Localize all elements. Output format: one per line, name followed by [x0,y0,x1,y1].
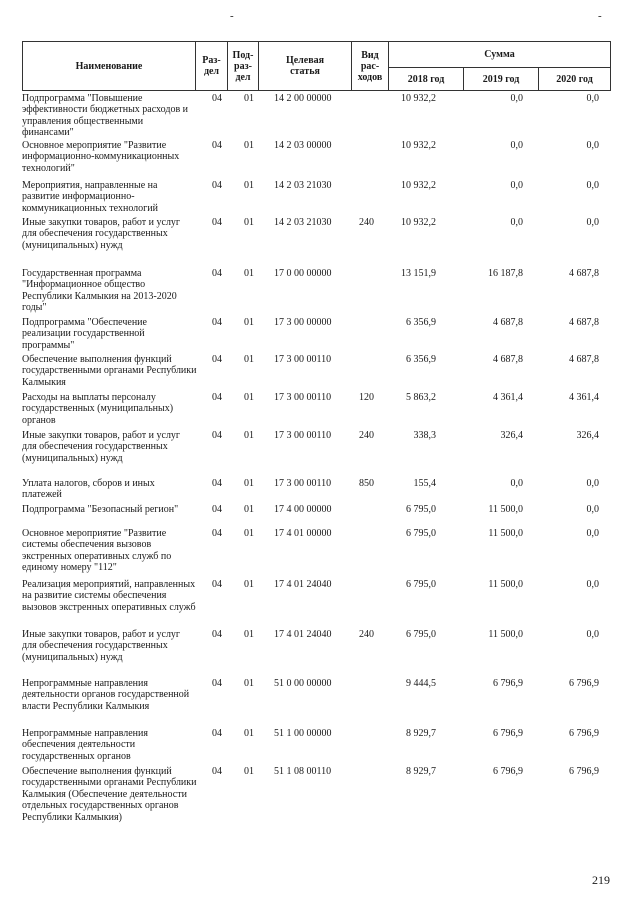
row-statya: 51 1 08 00110 [274,766,332,777]
table-body [22,93,611,840]
col-name-header: Наименование [22,41,196,91]
row-name: Расходы на выплаты персоналу государственных (муниципальных) органов [22,392,174,426]
row-podrazdel: 01 [244,354,254,365]
row-razdel: 04 [212,217,222,228]
row-podrazdel: 01 [244,504,254,515]
page-number: 219 [592,873,610,887]
row-sum-2019: 0,0 [510,93,523,104]
table-row [22,180,611,217]
row-podrazdel: 01 [244,478,254,489]
row-statya: 14 2 03 00000 [274,140,332,151]
table-row [22,268,611,317]
row-sum-2020: 6 796,9 [569,766,599,777]
row-razdel: 04 [212,766,222,777]
row-sum-2020: 4 361,4 [569,392,599,403]
row-podrazdel: 01 [244,629,254,640]
row-sum-2018: 10 932,2 [401,217,436,228]
row-vid: 240 [359,217,374,228]
table-row [22,93,611,140]
row-sum-2020: 0,0 [586,579,599,590]
row-vid: 240 [359,629,374,640]
row-sum-2018: 10 932,2 [401,93,436,104]
row-name: Подпрограмма "Обеспечение реализации государственной программы" [22,317,147,351]
row-statya: 14 2 03 21030 [274,217,332,228]
row-razdel: 04 [212,317,222,328]
row-statya: 17 4 00 00000 [274,504,332,515]
col-statya-header: Целевая статья [258,41,352,91]
row-podrazdel: 01 [244,678,254,689]
row-razdel: 04 [212,354,222,365]
row-sum-2019: 0,0 [510,180,523,191]
row-sum-2019: 11 500,0 [488,504,523,515]
row-sum-2020: 0,0 [586,504,599,515]
row-name: Государственная программа "Информационное общество Республики Калмыкия на 2013-2020 годы" [22,268,177,314]
table-row [22,504,611,528]
row-razdel: 04 [212,528,222,539]
row-name: Непрограммные направления деятельности органов государственной власти Республики Калмыкия [22,678,190,712]
table-row [22,217,611,268]
row-sum-2020: 6 796,9 [569,678,599,689]
row-sum-2018: 5 863,2 [406,392,436,403]
row-podrazdel: 01 [244,728,254,739]
row-podrazdel: 01 [244,180,254,191]
col-2020-header: 2020 год [538,67,611,91]
table-row [22,579,611,629]
row-razdel: 04 [212,140,222,151]
row-razdel: 04 [212,180,222,191]
row-statya: 14 2 00 00000 [274,93,332,104]
row-sum-2018: 338,3 [413,430,436,441]
row-statya: 17 3 00 00110 [274,430,332,441]
row-sum-2020: 0,0 [586,93,599,104]
row-name: Иные закупки товаров, работ и услуг для обеспечения государственных (муниципальных) нужд [22,430,181,464]
row-razdel: 04 [212,678,222,689]
row-vid: 850 [359,478,374,489]
row-name: Непрограммные направления обеспечения деятельности государственных органов [22,728,148,762]
row-sum-2019: 11 500,0 [488,579,523,590]
row-podrazdel: 01 [244,93,254,104]
table-row [22,728,611,766]
table-row [22,678,611,728]
row-sum-2018: 9 444,5 [406,678,436,689]
row-sum-2018: 155,4 [413,478,436,489]
row-name: Обеспечение выполнения функций государственными органами Республики Калмыкия (Обеспечение деятельности отдельных государственных органов Республики Калмыкия) [22,766,197,823]
row-podrazdel: 01 [244,430,254,441]
row-statya: 17 4 01 00000 [274,528,332,539]
row-name: Основное мероприятие "Развитие системы обеспечения вызовов экстренных оперативных служб по единому номеру "112" [22,528,172,574]
col-2019-header: 2019 год [463,67,539,91]
row-podrazdel: 01 [244,268,254,279]
row-podrazdel: 01 [244,579,254,590]
row-sum-2018: 8 929,7 [406,766,436,777]
row-name: Основное мероприятие "Развитие информационно-коммуникационных технологий" [22,140,180,174]
table-row [22,392,611,430]
row-sum-2020: 0,0 [586,180,599,191]
row-sum-2018: 13 151,9 [401,268,436,279]
row-sum-2019: 326,4 [500,430,523,441]
row-sum-2018: 10 932,2 [401,180,436,191]
row-vid: 240 [359,430,374,441]
row-razdel: 04 [212,93,222,104]
row-vid: 120 [359,392,374,403]
row-sum-2019: 11 500,0 [488,629,523,640]
col-summa-header: Сумма [388,41,611,68]
col-razdel-header: Раз- дел [195,41,228,91]
header-dash-left: - [230,10,234,22]
table-row [22,430,611,478]
row-sum-2018: 8 929,7 [406,728,436,739]
row-sum-2020: 0,0 [586,140,599,151]
table-row [22,354,611,392]
row-statya: 17 3 00 00000 [274,317,332,328]
row-sum-2020: 0,0 [586,528,599,539]
table-row [22,478,611,504]
header-dash-right: - [598,10,602,22]
row-sum-2019: 11 500,0 [488,528,523,539]
row-statya: 17 3 00 00110 [274,354,332,365]
row-name: Мероприятия, направленные на развитие информационно-коммуникационных технологий [22,180,158,214]
row-sum-2018: 6 795,0 [406,528,436,539]
table-header [22,41,611,91]
row-podrazdel: 01 [244,140,254,151]
row-name: Иные закупки товаров, работ и услуг для обеспечения государственных (муниципальных) нужд [22,629,181,663]
row-statya: 17 3 00 00110 [274,392,332,403]
row-name: Иные закупки товаров, работ и услуг для обеспечения государственных (муниципальных) нужд [22,217,181,251]
row-statya: 17 0 00 00000 [274,268,332,279]
row-sum-2019: 4 687,8 [493,354,523,365]
row-sum-2018: 6 356,9 [406,354,436,365]
row-sum-2020: 4 687,8 [569,268,599,279]
row-sum-2018: 6 795,0 [406,629,436,640]
row-sum-2020: 4 687,8 [569,317,599,328]
table-row [22,317,611,354]
col-podrazdel-header: Под- раз- дел [227,41,259,91]
row-razdel: 04 [212,629,222,640]
table-row [22,629,611,678]
col-2018-header: 2018 год [388,67,464,91]
row-name: Реализация мероприятий, направленных на развитие системы обеспечения вызовов экстренных оперативных служб [22,579,196,613]
row-statya: 17 4 01 24040 [274,579,332,590]
row-podrazdel: 01 [244,766,254,777]
row-name: Уплата налогов, сборов и иных платежей [22,478,155,501]
row-sum-2019: 0,0 [510,217,523,228]
row-podrazdel: 01 [244,317,254,328]
row-sum-2019: 0,0 [510,478,523,489]
row-sum-2019: 0,0 [510,140,523,151]
row-name: Подпрограмма "Безопасный регион" [22,504,179,515]
row-statya: 51 1 00 00000 [274,728,332,739]
row-statya: 17 3 00 00110 [274,478,332,489]
row-razdel: 04 [212,430,222,441]
row-sum-2018: 10 932,2 [401,140,436,151]
row-sum-2018: 6 795,0 [406,579,436,590]
row-sum-2020: 0,0 [586,629,599,640]
row-sum-2020: 0,0 [586,217,599,228]
row-statya: 51 0 00 00000 [274,678,332,689]
table-row [22,140,611,180]
row-sum-2020: 0,0 [586,478,599,489]
col-vid-header: Вид рас- ходов [351,41,389,91]
row-razdel: 04 [212,478,222,489]
row-sum-2018: 6 795,0 [406,504,436,515]
row-razdel: 04 [212,728,222,739]
row-razdel: 04 [212,504,222,515]
table-row [22,766,611,840]
row-razdel: 04 [212,268,222,279]
row-name: Подпрограмма "Повышение эффективности бюджетных расходов и управления общественными финансами" [22,93,189,139]
row-sum-2019: 6 796,9 [493,766,523,777]
row-sum-2019: 6 796,9 [493,728,523,739]
row-statya: 17 4 01 24040 [274,629,332,640]
row-sum-2019: 4 361,4 [493,392,523,403]
row-sum-2020: 326,4 [576,430,599,441]
row-sum-2019: 6 796,9 [493,678,523,689]
row-statya: 14 2 03 21030 [274,180,332,191]
row-podrazdel: 01 [244,392,254,403]
row-sum-2019: 16 187,8 [488,268,523,279]
row-sum-2018: 6 356,9 [406,317,436,328]
row-razdel: 04 [212,579,222,590]
row-sum-2020: 6 796,9 [569,728,599,739]
row-sum-2020: 4 687,8 [569,354,599,365]
row-podrazdel: 01 [244,217,254,228]
row-razdel: 04 [212,392,222,403]
row-podrazdel: 01 [244,528,254,539]
table-row [22,528,611,579]
row-name: Обеспечение выполнения функций государственными органами Республики Калмыкия [22,354,197,388]
row-sum-2019: 4 687,8 [493,317,523,328]
